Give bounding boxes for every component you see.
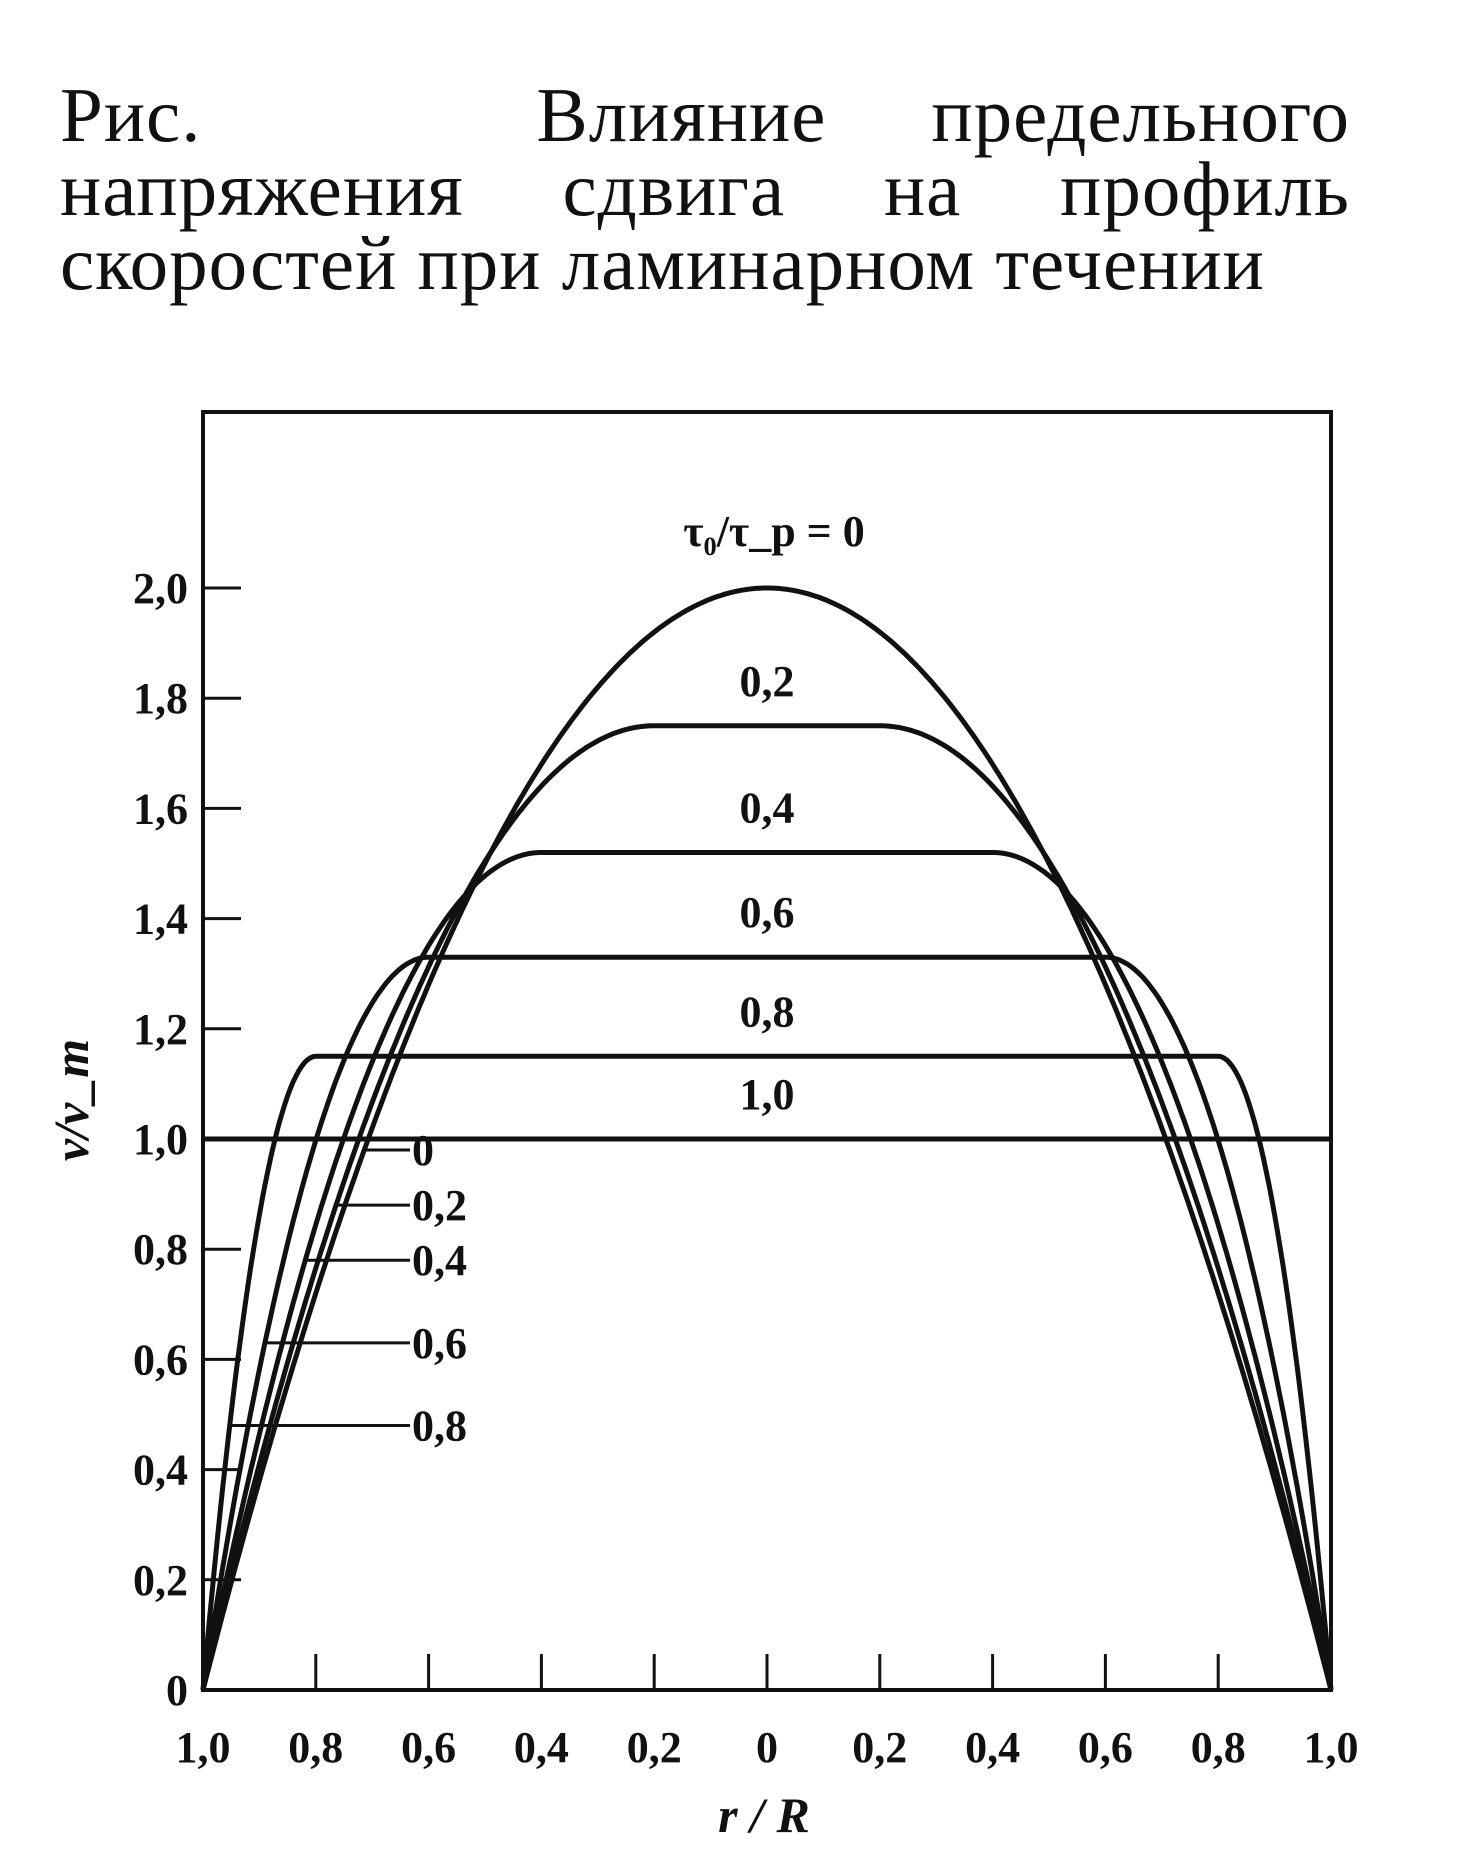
curve-0-2 (203, 726, 1331, 1690)
y-tick-label: 1,4 (133, 894, 188, 944)
y-tick-label: 1,8 (133, 674, 188, 724)
y-tick-label: 0 (166, 1666, 188, 1715)
curve-label: 1,0 (739, 1070, 795, 1119)
figure-caption-text: Влияние предельного напряжения сдвига на профиль скоростей при ламинарном течении (60, 72, 1350, 306)
plot-frame (203, 412, 1331, 1690)
curve-label: 0,6 (739, 888, 795, 938)
x-tick-label: 0,4 (965, 1723, 1021, 1772)
x-axis-title: r / R (718, 1787, 810, 1843)
y-tick-label: 1,2 (133, 1004, 188, 1054)
legend-label: 0,6 (412, 1318, 467, 1368)
curve-0-4 (203, 853, 1331, 1691)
legend-label: 0,8 (412, 1401, 467, 1451)
x-tick-label: 0,2 (626, 1723, 682, 1772)
curve-label: 0,4 (739, 783, 795, 833)
y-tick-label: 0,8 (133, 1225, 188, 1275)
x-tick-label: 0 (756, 1723, 778, 1772)
curve-label: 0,8 (739, 987, 795, 1037)
x-tick-label: 0,6 (401, 1723, 457, 1772)
y-tick-label: 0,2 (133, 1555, 188, 1605)
x-tick-label: 1,0 (1303, 1723, 1359, 1772)
x-tick-label: 0,2 (852, 1723, 908, 1772)
y-tick-label: 2,0 (133, 564, 188, 613)
y-tick-label: 1,6 (133, 784, 188, 834)
velocity-curves (203, 588, 1331, 1690)
x-axis-ticks (176, 1654, 1359, 1772)
x-tick-label: 1,0 (175, 1723, 231, 1772)
x-tick-label: 0,6 (1077, 1723, 1133, 1772)
y-axis-title: v/v_m (43, 1038, 99, 1162)
legend-label: 0,2 (412, 1181, 467, 1231)
y-tick-label: 1,0 (133, 1115, 188, 1164)
curve-label: 0,2 (739, 656, 795, 706)
figure-number: Рис. (60, 72, 202, 158)
legend-label: 0,4 (412, 1236, 467, 1286)
parameter-label: τ₀/τ_p = 0 (683, 507, 865, 556)
legend-label: 0 (412, 1126, 434, 1176)
y-tick-label: 0,4 (133, 1445, 188, 1495)
x-tick-label: 0,4 (513, 1723, 569, 1772)
y-tick-label: 0,6 (133, 1335, 188, 1385)
x-tick-label: 0,8 (1190, 1723, 1246, 1772)
x-tick-label: 0,8 (288, 1723, 344, 1772)
